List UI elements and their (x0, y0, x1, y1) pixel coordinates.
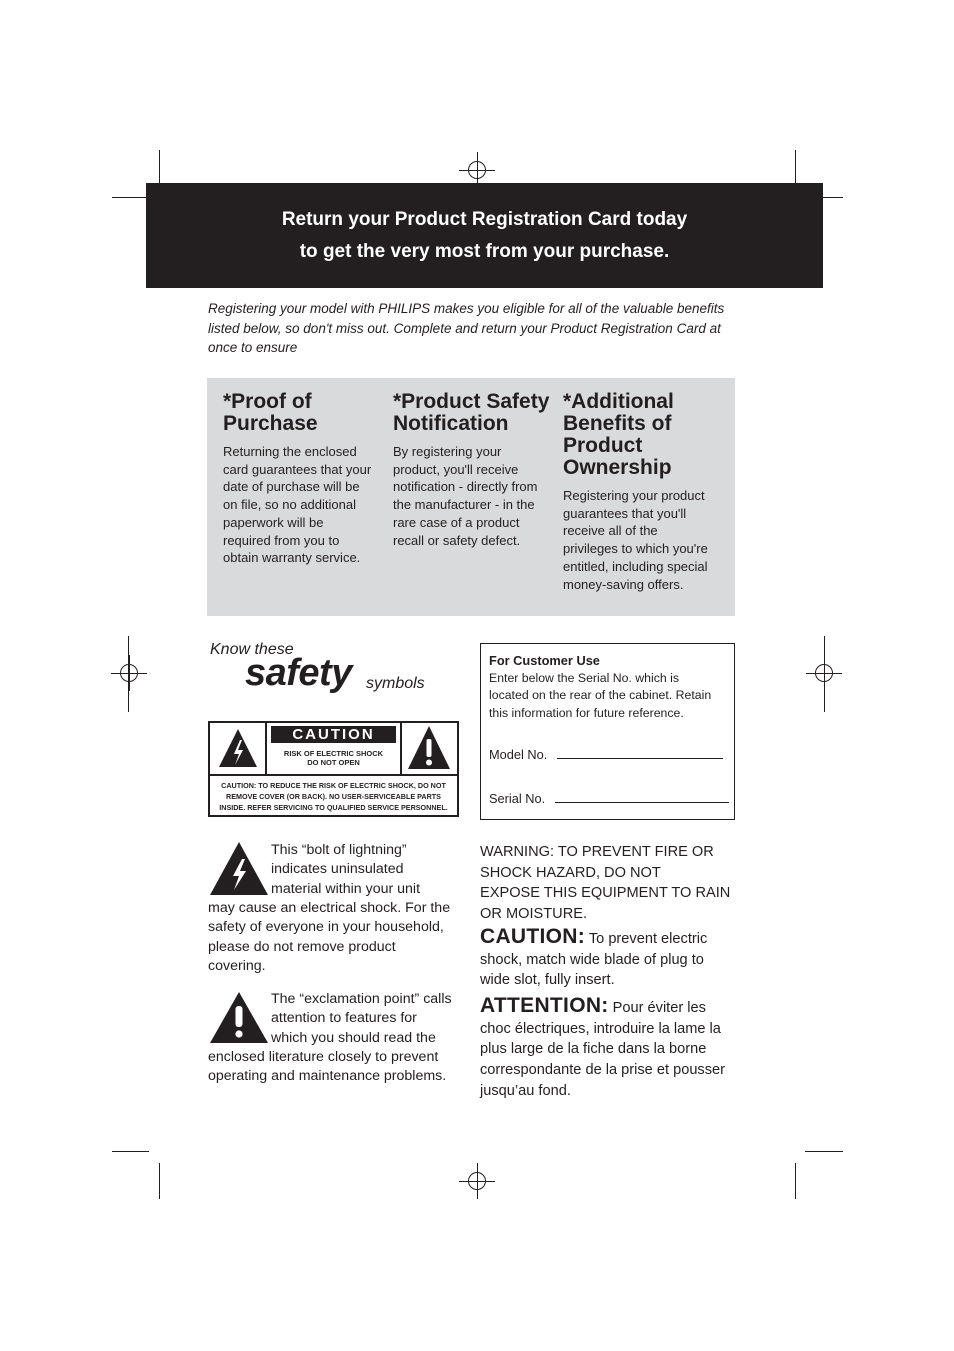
crop-mark (128, 636, 129, 712)
serial-number-label: Serial No. (489, 791, 546, 806)
benefit-product-safety (393, 391, 555, 549)
caution-label-risk: RISK OF ELECTRIC SHOCK DO NOT OPEN (283, 749, 384, 767)
lightning-triangle-icon (210, 723, 267, 774)
caution-note: CAUTION: To prevent electric shock, match wide blade of plug to wide slot, fully insert. (480, 925, 708, 989)
crop-mark (824, 636, 825, 712)
caution-label-warning: CAUTION: TO REDUCE THE RISK OF ELECTRIC SHOCK, DO NOT REMOVE COVER (OR BACK). NO USER-SERVICEABLE PARTS INSIDE. REFER SERVICING TO QUALIFIED SERVICE PERSONNEL. (210, 774, 457, 815)
benefits-panel (207, 378, 735, 616)
benefit-title: *Product Safety Notification (393, 390, 550, 435)
benefit-additional (563, 391, 725, 593)
exclamation-description: enclosed literature closely to prevent operating and maintenance problems. (208, 1049, 447, 1085)
crop-mark (805, 1151, 843, 1152)
benefit-title: *Proof of Purchase (223, 390, 318, 435)
symbols-label: symbols (366, 675, 425, 692)
benefit-title: *Additional Benefits of Product Ownership (563, 390, 674, 479)
exclamation-description-side: The “exclamation point” calls attention to features for which you should read the (271, 991, 452, 1046)
banner-line-1: Return your Product Registration Card today (281, 208, 688, 230)
customer-use-instructions: Enter below the Serial No. which is located on the rear of the cabinet. Retain this information for future reference. (489, 670, 712, 720)
exclamation-triangle-icon (209, 992, 269, 1044)
customer-use-title: For Customer Use (489, 653, 600, 668)
model-number-field[interactable] (489, 746, 723, 764)
lightning-triangle-icon (209, 842, 269, 896)
crop-mark (112, 197, 147, 198)
benefit-text: By registering your product, you'll receive notification - directly from the manufacturer - in the rare case of a product recall or safety defect. (393, 444, 538, 548)
know-these-label: Know these (210, 641, 294, 658)
banner-line-2: to get the very most from your purchase. (299, 240, 670, 262)
intro-text: Registering your model with PHILIPS makes you eligible for all of the valuable benefits listed below, so don't miss out. Complete and return your Product Registration Card at once to ensure (208, 301, 725, 355)
model-number-line[interactable] (557, 758, 723, 759)
crop-mark (795, 150, 796, 185)
registration-mark-icon (111, 655, 147, 691)
serial-number-line[interactable] (555, 802, 729, 803)
caution-label-title: CAUTION (271, 726, 396, 743)
model-number-label: Model No. (489, 747, 548, 762)
warning-text: WARNING: TO PREVENT FIRE OR SHOCK HAZARD, DO NOT EXPOSE THIS EQUIPMENT TO RAIN OR MOISTURE. (480, 844, 731, 923)
caution-heading: CAUTION: (480, 925, 586, 948)
benefit-proof-of-purchase (223, 391, 381, 567)
lightning-description: may cause an electrical shock. For the safety of everyone in your household, please do not remove product covering. (208, 900, 451, 974)
crop-mark (823, 197, 843, 198)
crop-mark (159, 150, 160, 185)
lightning-description-side: This “bolt of lightning” indicates uninsulated material within your unit (271, 842, 421, 897)
serial-number-field[interactable] (489, 790, 729, 808)
crop-mark (795, 1163, 796, 1199)
exclamation-triangle-icon (400, 723, 457, 774)
benefit-text: Registering your product guarantees that you'll receive all of the privileges to which you're entitled, including special money-saving offers. (563, 488, 708, 592)
registration-banner (146, 183, 823, 288)
caution-label-center (267, 723, 400, 774)
attention-note: ATTENTION: Pour éviter les choc électriques, introduire la lame la plus large de la fiche dans la borne correspondante de la prise et pousser jusqu’au fond. (480, 994, 726, 1099)
crop-mark (159, 1163, 160, 1199)
registration-mark-icon (459, 1163, 495, 1199)
caution-label (208, 721, 459, 817)
customer-use-box (480, 643, 735, 820)
attention-heading: ATTENTION: (480, 994, 609, 1017)
benefit-text: Returning the enclosed card guarantees that your date of purchase will be on file, so no additional paperwork will be required from you to obtain warranty service. (223, 444, 372, 566)
crop-mark (112, 1151, 149, 1152)
safety-heading: safety (245, 652, 352, 694)
